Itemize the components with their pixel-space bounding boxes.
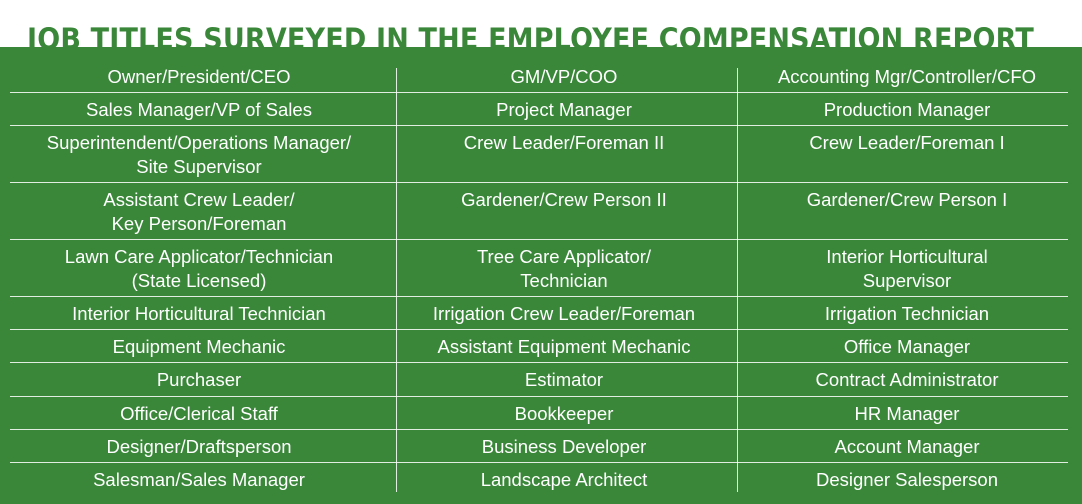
table-cell: HR Manager xyxy=(854,403,960,424)
table-cell: Accounting Mgr/Controller/CFO xyxy=(777,66,1037,87)
column-divider xyxy=(396,68,397,492)
row-divider xyxy=(10,396,1068,397)
table-cell: Interior Horticultural Technician xyxy=(72,303,326,324)
table-cell: Designer Salesperson xyxy=(815,469,999,490)
table-cell: Gardener/Crew Person II xyxy=(461,189,667,210)
table-cell: Crew Leader/Foreman I xyxy=(809,132,1005,153)
table-cell: Gardener/Crew Person I xyxy=(806,189,1008,210)
page-title: JOB TITLES SURVEYED IN THE EMPLOYEE COMPENSATION REPORT xyxy=(27,22,1034,56)
row-divider xyxy=(10,182,1068,183)
table-cell: GM/VP/COO xyxy=(510,66,618,87)
table-cell: Assistant Crew Leader/ Key Person/Foreman xyxy=(103,189,295,234)
row-divider xyxy=(10,92,1068,93)
table-cell: Owner/President/CEO xyxy=(107,66,291,87)
row-divider xyxy=(10,239,1068,240)
table-cell: Office/Clerical Staff xyxy=(120,403,278,424)
table-cell: Crew Leader/Foreman II xyxy=(463,132,665,153)
table-cell: Business Developer xyxy=(481,436,647,457)
row-divider xyxy=(10,125,1068,126)
table-cell: Landscape Architect xyxy=(480,469,648,490)
table-cell: Superintendent/Operations Manager/ Site Supervisor xyxy=(46,132,352,177)
table-cell: Interior Horticultural Supervisor xyxy=(826,246,988,291)
table-cell: Tree Care Applicator/ Technician xyxy=(476,246,652,291)
table-cell: Project Manager xyxy=(496,99,632,120)
table-cell: Lawn Care Applicator/Technician (State Licensed) xyxy=(64,246,334,291)
table-cell: Assistant Equipment Mechanic xyxy=(437,336,691,357)
table-cell: Office Manager xyxy=(843,336,971,357)
table-cell: Irrigation Technician xyxy=(824,303,990,324)
row-divider xyxy=(10,296,1068,297)
row-divider xyxy=(10,329,1068,330)
table-cell: Account Manager xyxy=(834,436,980,457)
table-cell: Bookkeeper xyxy=(514,403,614,424)
column-divider xyxy=(737,68,738,492)
table-cell: Contract Administrator xyxy=(815,369,999,390)
row-divider xyxy=(10,429,1068,430)
table-cell: Salesman/Sales Manager xyxy=(93,469,305,490)
table-cell: Purchaser xyxy=(156,369,242,390)
table-cell: Irrigation Crew Leader/Foreman xyxy=(432,303,696,324)
table-cell: Estimator xyxy=(524,369,604,390)
table-cell: Designer/Draftsperson xyxy=(106,436,292,457)
row-divider xyxy=(10,462,1068,463)
row-divider xyxy=(10,362,1068,363)
table-cell: Sales Manager/VP of Sales xyxy=(86,99,312,120)
table-cell: Equipment Mechanic xyxy=(112,336,286,357)
table-cell: Production Manager xyxy=(823,99,991,120)
